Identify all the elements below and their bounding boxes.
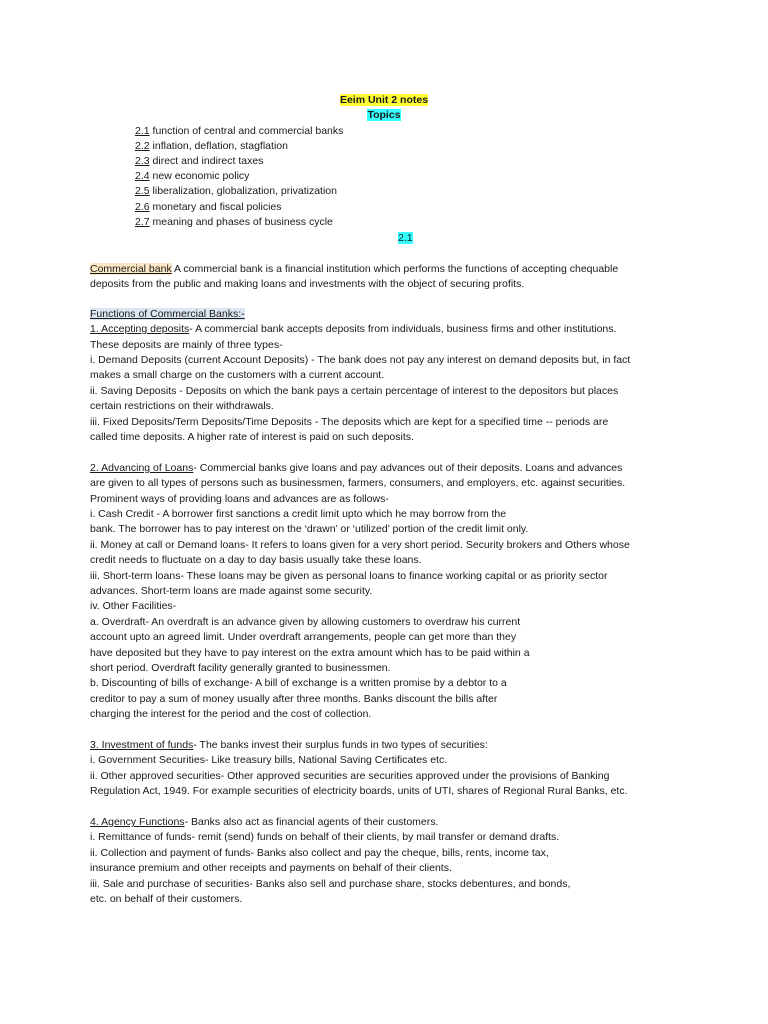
paragraph-line: etc. on behalf of their customers.	[90, 893, 243, 905]
paragraph-line: ii. Money at call or Demand loans- It refers to loans given for a very short period. Security brokers and Others whose	[90, 539, 630, 551]
paragraph-line: ii. Collection and payment of funds- Banks also collect and pay the cheque, bills, rents, income tax,	[90, 847, 549, 859]
paragraph-line: i. Cash Credit - A borrower first sanctions a credit limit upto which he may borrow from the	[90, 508, 507, 520]
paragraph-line: called time deposits. A higher rate of interest is paid on such deposits.	[90, 431, 414, 443]
paragraph-text: - The banks invest their surplus funds in two types of securities:	[193, 739, 488, 751]
paragraph-text: - Commercial banks give loans and pay advances out of their deposits. Loans and advances	[193, 462, 623, 474]
paragraph-line: iii. Fixed Deposits/Term Deposits/Time Deposits - The deposits which are kept for a specified time -- periods are	[90, 416, 609, 428]
paragraph-line: certain restrictions on their withdrawals.	[90, 400, 274, 412]
paragraph-line: bank. The borrower has to pay interest on the ‘drawn’ or ‘utilized’ portion of the credit limit only.	[90, 523, 529, 535]
paragraph-line: i. Demand Deposits (current Account Deposits) - The bank does not pay any interest on demand deposits but, in fact	[90, 354, 631, 366]
paragraph-line: advances. Short-term loans are made against some security.	[90, 585, 373, 597]
topic-number[interactable]: 2.2	[135, 140, 150, 152]
paragraph-line: i. Government Securities- Like treasury bills, National Saving Certificates etc.	[90, 754, 448, 766]
paragraph-line: are given to all types of persons such as businessmen, farmers, consumers, and employers, etc. against securities.	[90, 477, 626, 489]
topic-text: inflation, deflation, stagflation	[149, 140, 288, 152]
section-marker	[398, 231, 413, 245]
paragraph-line: ii. Saving Deposits - Deposits on which the bank pays a certain percentage of interest to the depositors but places	[90, 385, 619, 397]
topic-number[interactable]: 2.4	[135, 170, 150, 182]
topic-item	[135, 169, 249, 183]
topic-text: function of central and commercial banks	[149, 125, 344, 137]
paragraph-line: ii. Other approved securities- Other approved securities are securities approved under the provisions of Banking	[90, 770, 610, 782]
paragraph-line: creditor to pay a sum of money usually after three months. Banks discount the bills after	[90, 693, 498, 705]
paragraph-line	[90, 322, 616, 336]
subheading-agency-functions: 4. Agency Functions	[90, 816, 185, 828]
paragraph-line	[90, 461, 622, 475]
term-commercial-bank: Commercial bank	[90, 263, 172, 275]
paragraph-line: short period. Overdraft facility generally granted to businessmen.	[90, 662, 391, 674]
topic-text: direct and indirect taxes	[149, 155, 264, 167]
topics-heading	[0, 108, 768, 122]
subheading-investment-funds: 3. Investment of funds	[90, 739, 194, 751]
topic-number[interactable]: 2.7	[135, 216, 150, 228]
topic-text: liberalization, globalization, privatization	[149, 185, 337, 197]
paragraph-line: iii. Sale and purchase of securities- Banks also sell and purchase share, stocks debentures, and bonds,	[90, 878, 571, 890]
topic-text: meaning and phases of business cycle	[149, 216, 333, 228]
paragraph-line	[90, 738, 488, 752]
paragraph-line: insurance premium and other receipts and payments on behalf of their clients.	[90, 862, 452, 874]
subheading-advancing-loans: 2. Advancing of Loans	[90, 462, 194, 474]
paragraph-line: credit needs to fluctuate on a day to day basis usually take these loans.	[90, 554, 422, 566]
functions-heading	[90, 307, 245, 321]
paragraph-line: Regulation Act, 1949. For example securities of electricity boards, units of UTI, shares of Regional Rural Banks, etc.	[90, 785, 628, 797]
doc-title-text: Eeim Unit 2 notes	[339, 94, 429, 106]
paragraph-text: - Banks also act as financial agents of their customers.	[184, 816, 439, 828]
doc-title	[0, 93, 768, 107]
topic-number[interactable]: 2.5	[135, 185, 150, 197]
definition-line	[90, 262, 618, 276]
topic-item	[135, 154, 263, 168]
topic-item	[135, 200, 282, 214]
topic-item	[135, 184, 337, 198]
paragraph-line: a. Overdraft- An overdraft is an advance given by allowing customers to overdraw his current	[90, 616, 521, 628]
paragraph-line: account upto an agreed limit. Under overdraft arrangements, people can get more than they	[90, 631, 517, 643]
paragraph-text: - A commercial bank accepts deposits from individuals, business firms and other institutions.	[189, 323, 617, 335]
topic-item	[135, 215, 333, 229]
topic-number[interactable]: 2.3	[135, 155, 150, 167]
topic-item	[135, 139, 288, 153]
topic-text: monetary and fiscal policies	[149, 201, 282, 213]
section-marker-text: 2.1	[398, 232, 413, 244]
paragraph-line: iii. Short-term loans- These loans may be given as personal loans to finance working capital or as priority sector	[90, 570, 608, 582]
paragraph-line	[90, 815, 438, 829]
definition-line: deposits from the public and making loans and investments with the object of securing profits.	[90, 278, 525, 290]
paragraph-line: Prominent ways of providing loans and advances are as follows-	[90, 493, 389, 505]
paragraph-line: b. Discounting of bills of exchange- A bill of exchange is a written promise by a debtor to a	[90, 677, 507, 689]
topic-number[interactable]: 2.6	[135, 201, 150, 213]
paragraph-line: These deposits are mainly of three types-	[90, 339, 283, 351]
paragraph-line: have deposited but they have to pay interest on the extra amount which has to be paid within a	[90, 647, 530, 659]
functions-heading-text: Functions of Commercial Banks:-	[90, 308, 245, 320]
paragraph-line: iv. Other Facilities-	[90, 600, 177, 612]
topics-heading-text: Topics	[367, 109, 401, 121]
paragraph-line: i. Remittance of funds- remit (send) funds on behalf of their clients, by mail transfer or demand drafts.	[90, 831, 560, 843]
topic-text: new economic policy	[149, 170, 250, 182]
topic-number[interactable]: 2.1	[135, 125, 150, 137]
topic-item	[135, 124, 343, 138]
paragraph-line: charging the interest for the period and the cost of collection.	[90, 708, 372, 720]
paragraph-line: makes a small charge on the customers with a current account.	[90, 369, 385, 381]
subheading-accepting-deposits: 1. Accepting deposits	[90, 323, 190, 335]
definition-text: A commercial bank is a financial institution which performs the functions of accepting chequable	[171, 263, 619, 275]
